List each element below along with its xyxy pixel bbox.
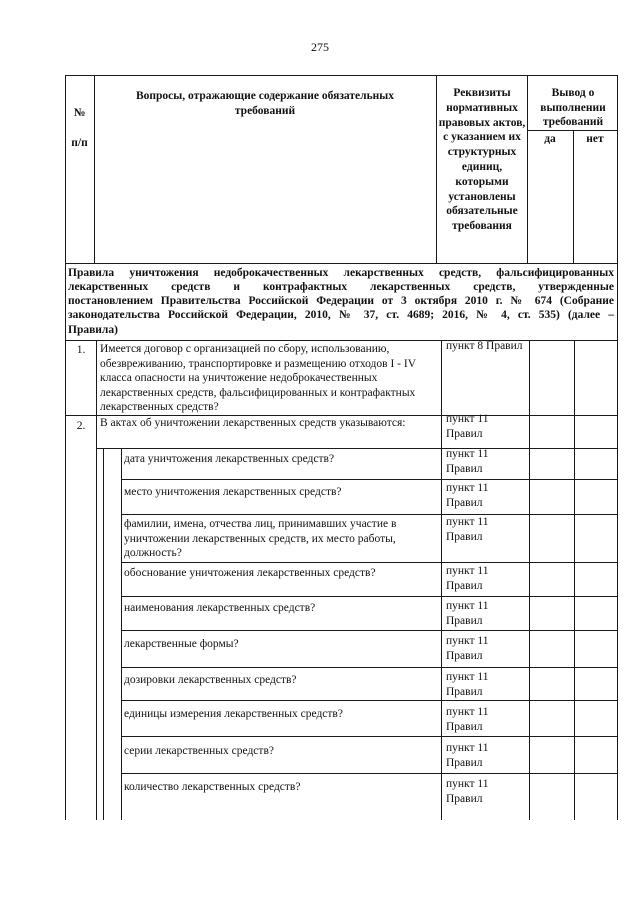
header-requisites: Реквизиты нормативных правовых актов, с указанием их структурных единиц, которыми установлены обязательные требования [438, 87, 526, 233]
row-reference: пункт 11 Правил [446, 413, 489, 440]
subrow-question: дозировки лекарственных средств? [124, 674, 297, 686]
subrow-reference: пункт 11 Правил [446, 600, 489, 627]
header-num-label: № [73, 107, 86, 119]
subrow-reference: пункт 11 Правил [446, 565, 489, 592]
page-number: 275 [311, 40, 329, 54]
section-heading-line: Правила уничтожения недоброкачественных лекарственных средств, фальсифицированных [68, 267, 614, 279]
subrow-question: лекарственные формы? [124, 638, 239, 650]
subrow-question: дата уничтожения лекарственных средств? [124, 453, 335, 465]
subrow-question: фамилии, имена, отчества лиц, принимавших участие в уничтожении лекарственных средств, их место работы, должность? [124, 518, 397, 559]
section-heading-line: Правила) [68, 324, 118, 336]
section-heading-line: законодательства Российской Федерации, 2010, № 37, ст. 4689; 2016, № 4, ст. 535) (далее – [68, 309, 614, 321]
subrow-question: место уничтожения лекарственных средств? [124, 486, 342, 498]
row-number: 1. [76, 344, 86, 356]
row-number: 2. [76, 420, 86, 432]
header-no: нет [586, 133, 604, 145]
subrow-question: обоснование уничтожения лекарственных средств? [124, 567, 376, 579]
subrow-question: наименования лекарственных средств? [124, 602, 316, 614]
header-questions: Вопросы, отражающие содержание обязательных требований [135, 90, 395, 117]
subrow-reference: пункт 11 Правил [446, 706, 489, 733]
row-reference: пункт 8 Правил [446, 340, 523, 352]
header-conclusion: Вывод о выполнении требований [540, 87, 606, 128]
header-yes: да [544, 133, 556, 145]
subrow-reference: пункт 11 Правил [446, 482, 489, 509]
subrow-reference: пункт 11 Правил [446, 516, 489, 543]
section-heading-line: лекарственных средств и контрафактных лекарственных средств, утвержденные [68, 281, 614, 293]
subrow-question: единицы измерения лекарственных средств? [124, 708, 343, 720]
subrow-question: количество лекарственных средств? [124, 781, 301, 793]
header-num-label-2: п/п [71, 137, 88, 149]
subrow-reference: пункт 11 Правил [446, 778, 489, 805]
subrow-reference: пункт 11 Правил [446, 742, 489, 769]
row-question: Имеется договор с организацией по сбору, использованию, обезвреживанию, транспортировке и размещению отходов I - IV класса опасности на уничтожение недоброкачественных лекарственных средств, фальсифицированных и контрафактных лекарственных средств? [100, 343, 416, 413]
row-question: В актах об уничтожении лекарственных средств указываются: [100, 417, 406, 429]
subrow-question: серии лекарственных средств? [124, 745, 274, 757]
subrow-reference: пункт 11 Правил [446, 448, 489, 475]
subrow-reference: пункт 11 Правил [446, 635, 489, 662]
section-heading-line: постановлением Правительства Российской Федерации от 3 октября 2010 г. № 674 (Собрание [68, 295, 614, 307]
subrow-reference: пункт 11 Правил [446, 671, 489, 698]
